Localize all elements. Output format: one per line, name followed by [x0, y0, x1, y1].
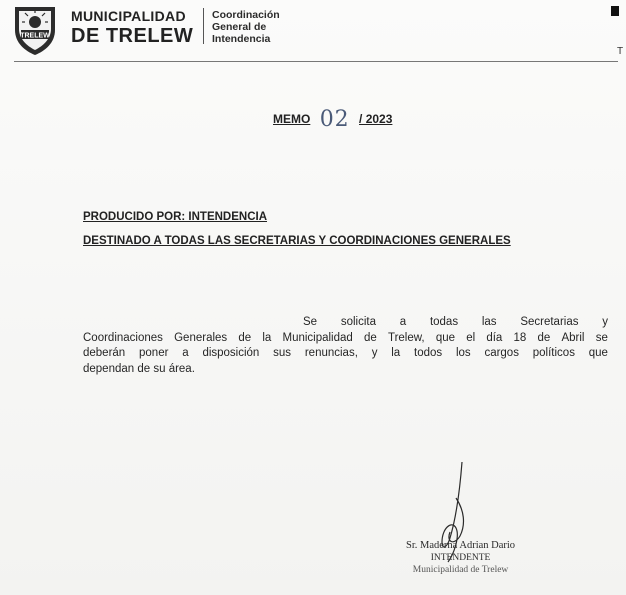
body-word: las — [481, 316, 497, 328]
signer-org: Municipalidad de Trelew — [412, 565, 509, 575]
body-word: 18 — [513, 331, 527, 344]
body-word: solicita — [340, 316, 376, 328]
department-name — [212, 9, 280, 45]
body-word: renuncias, — [304, 347, 358, 359]
body-word: de — [364, 331, 377, 344]
body-line-1 — [83, 315, 608, 331]
body-word: todos — [414, 347, 443, 359]
body-word: a — [182, 347, 189, 359]
body-word: Se — [303, 316, 318, 328]
header-rule — [14, 61, 618, 62]
body-line-2 — [83, 331, 608, 347]
body-word: Generales — [174, 331, 228, 344]
body-word: y — [371, 347, 378, 359]
body-word: de — [238, 331, 252, 344]
memo-year: / 2023 — [359, 112, 393, 126]
body-word: políticos — [532, 347, 575, 359]
municipal-crest-logo — [10, 4, 60, 56]
body-word: los — [455, 347, 471, 359]
body-word: a — [399, 316, 407, 328]
body-word: de — [537, 331, 551, 344]
body-line-4: dependan de su área. — [83, 362, 195, 375]
signer-title: INTENDENTE — [430, 553, 491, 563]
body-word: poner — [139, 347, 169, 359]
body-line-3 — [83, 346, 608, 362]
signature-block — [406, 540, 515, 576]
crest-label: TRELEW — [20, 32, 50, 40]
body-word: la — [262, 331, 272, 344]
body-word: que — [588, 347, 608, 359]
body-word: la — [391, 347, 401, 359]
header-divider — [203, 8, 204, 44]
memo-title — [273, 104, 393, 132]
municipality-line-2: DE TRELEW — [71, 25, 194, 47]
department-line-1: Coordinación — [212, 9, 280, 21]
body-word: que — [435, 331, 455, 344]
signer-name: Sr. Maderna Adrian Dario — [406, 540, 516, 551]
producido-por: PRODUCIDO POR: INTENDENCIA — [83, 211, 268, 223]
municipality-line-1: MUNICIPALIDAD — [71, 8, 186, 24]
body-word: Coordinaciones — [83, 331, 163, 344]
memo-body — [83, 315, 608, 377]
department-line-3: Intendencia — [212, 33, 271, 45]
body-word: Municipalidad — [282, 331, 353, 344]
edge-letter: T — [617, 46, 624, 57]
body-word: disposición — [202, 347, 260, 359]
body-word: Trelew, — [387, 331, 425, 344]
body-word: Abril — [561, 331, 585, 344]
body-word: día — [486, 331, 503, 344]
body-word: se — [595, 331, 608, 344]
body-word: Secretarias — [520, 316, 579, 328]
body-word: el — [466, 331, 476, 344]
municipality-name — [71, 9, 193, 46]
department-line-2: General de — [212, 21, 267, 33]
body-word: cargos — [484, 347, 519, 359]
memo-number: 02 — [319, 107, 350, 132]
body-word: sus — [273, 347, 292, 359]
destinado-a: DESTINADO A TODAS LAS SECRETARIAS Y COORDINACIONES GENERALES — [83, 235, 511, 247]
memo-prefix: MEMO — [273, 112, 311, 126]
body-word: deberán — [83, 347, 126, 359]
edge-artifact — [611, 6, 619, 16]
body-word: y — [602, 316, 608, 328]
body-word: todas — [429, 316, 459, 328]
